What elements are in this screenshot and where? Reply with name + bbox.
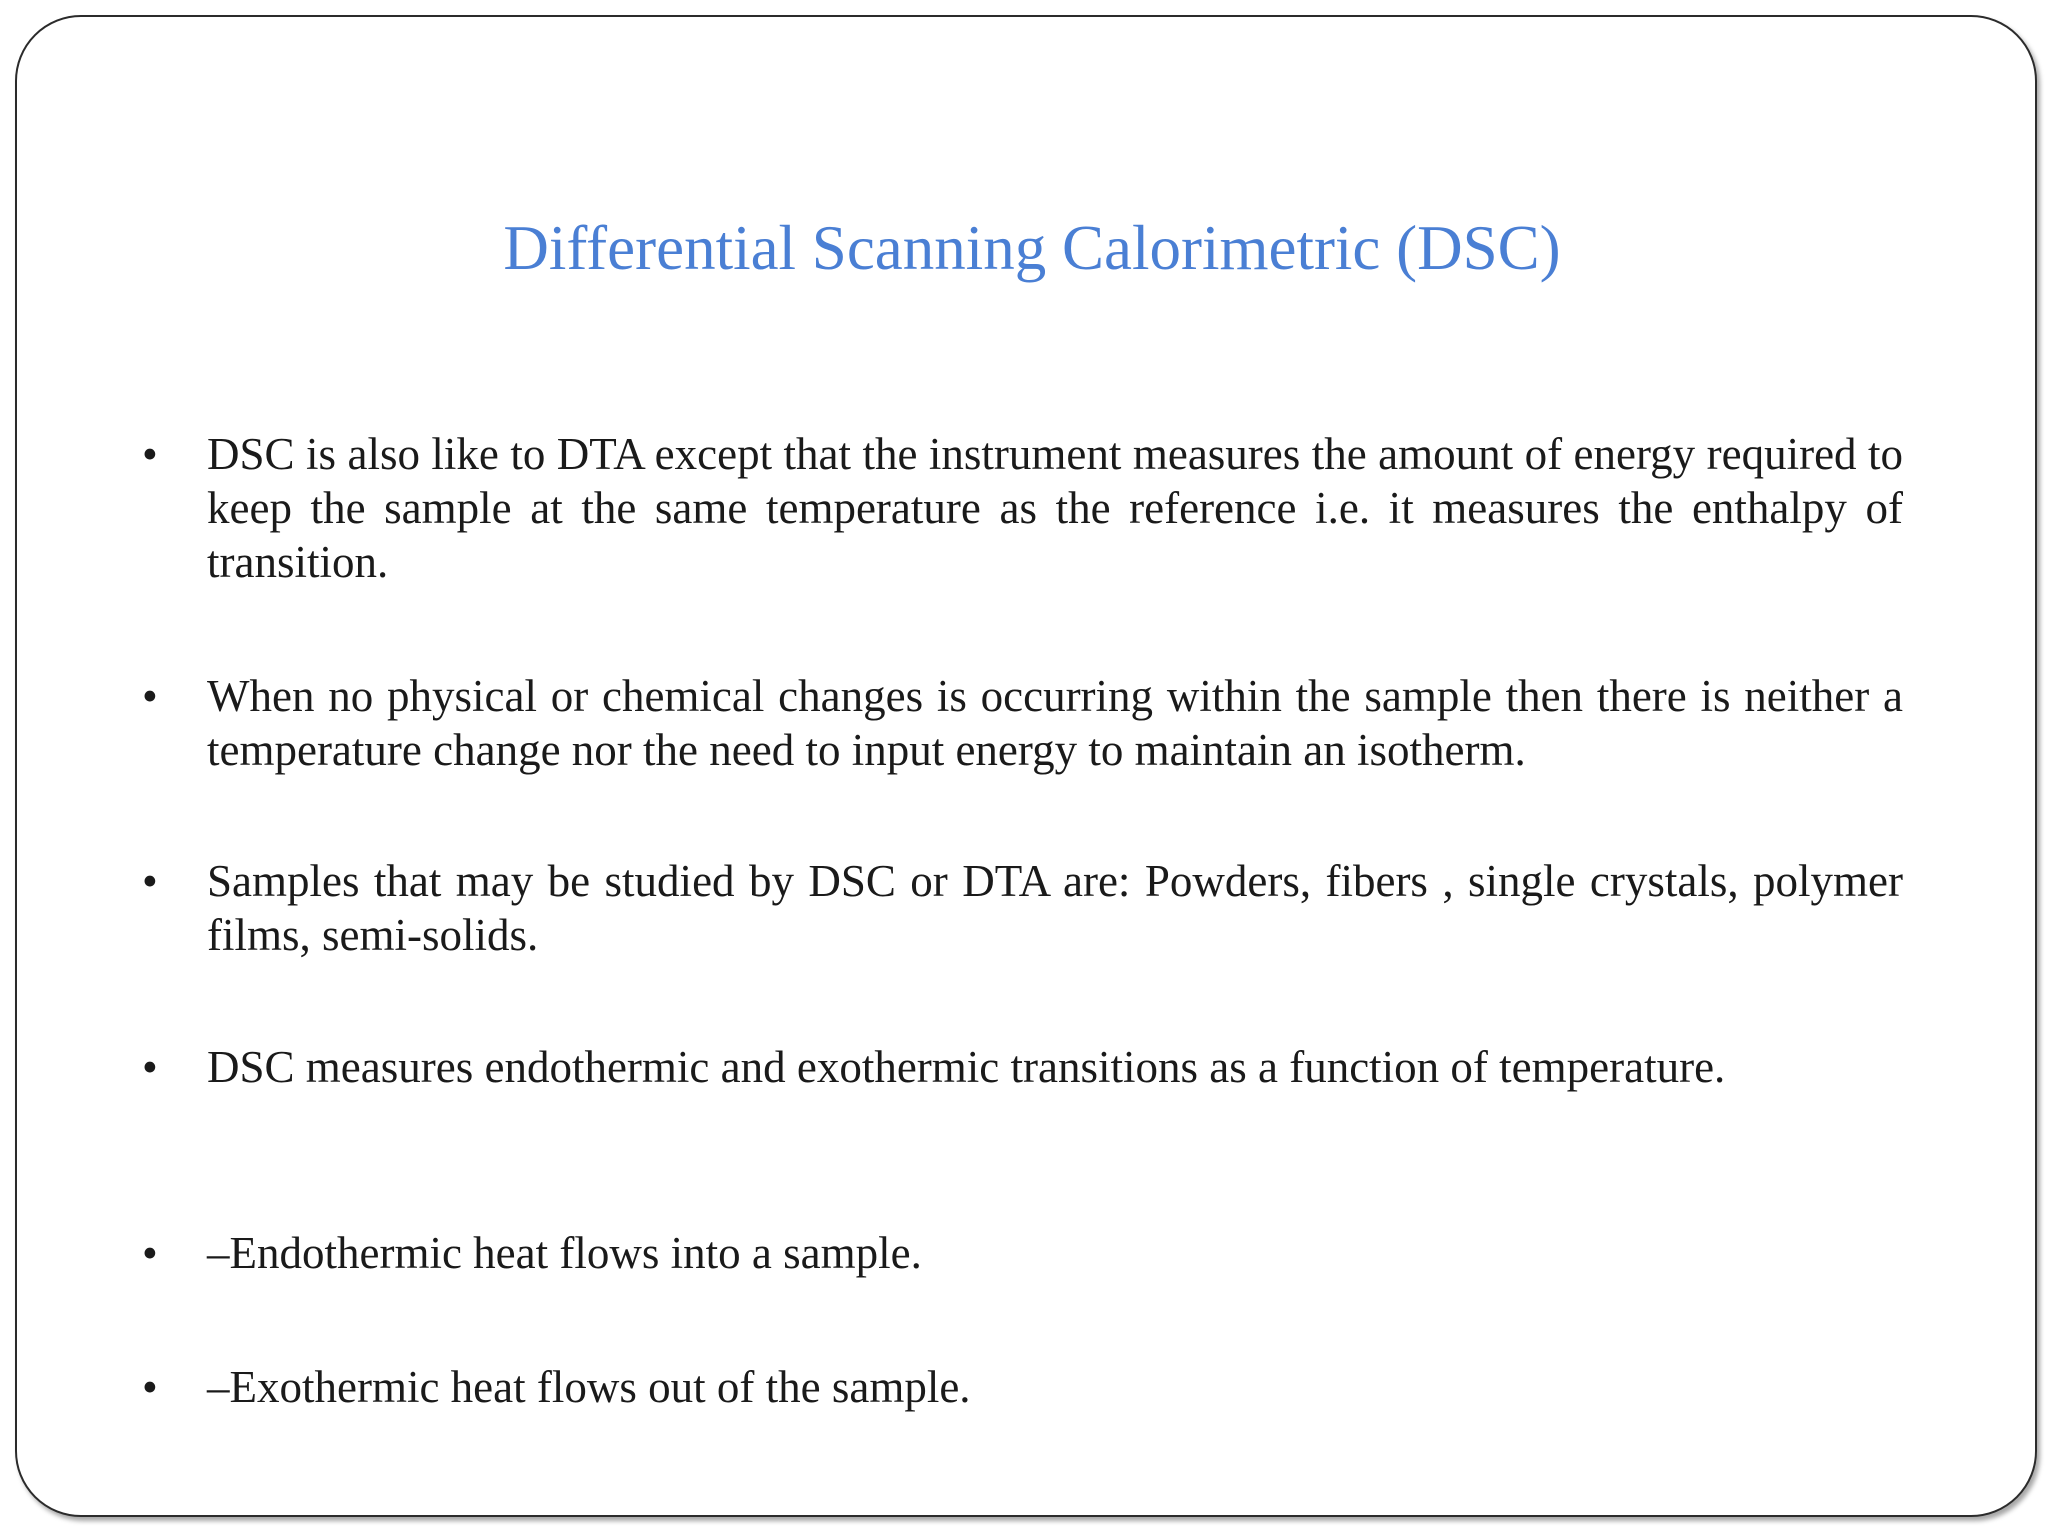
bullet-text: DSC is also like to DTA except that the instrument measures the amount of energy required to keep the sample at the same temperature as the reference i.e. it measures the enthalpy of transition. [207,429,1903,587]
bullet-text: DSC measures endothermic and exothermic transitions as a function of temperature. [207,1042,1726,1092]
bullet-icon: • [142,1228,158,1278]
bullet-item [142,669,1903,777]
bullet-icon: • [142,856,158,906]
bullet-icon: • [142,671,158,721]
bullet-item [142,854,1903,962]
bullet-icon: • [142,1042,158,1092]
bullet-list [17,17,2035,1515]
slide [15,15,2037,1517]
bullet-text: Samples that may be studied by DSC or DTA are: Powders, fibers , single crystals, polymer films, semi-solids. [207,856,1903,960]
bullet-text: –Exothermic heat flows out of the sample. [207,1362,971,1412]
bullet-text: –Endothermic heat flows into a sample. [207,1228,922,1278]
bullet-item [142,427,1903,589]
bullet-item [142,1226,1903,1280]
bullet-text: When no physical or chemical changes is occurring within the sample then there is neither a temperature change nor the need to input energy to maintain an isotherm. [207,671,1903,775]
bullet-item [142,1360,1903,1414]
bullet-icon: • [142,1362,158,1412]
bullet-item [142,1040,1903,1094]
bullet-icon: • [142,429,158,479]
slide-title: Differential Scanning Calorimetric (DSC) [503,213,1561,283]
